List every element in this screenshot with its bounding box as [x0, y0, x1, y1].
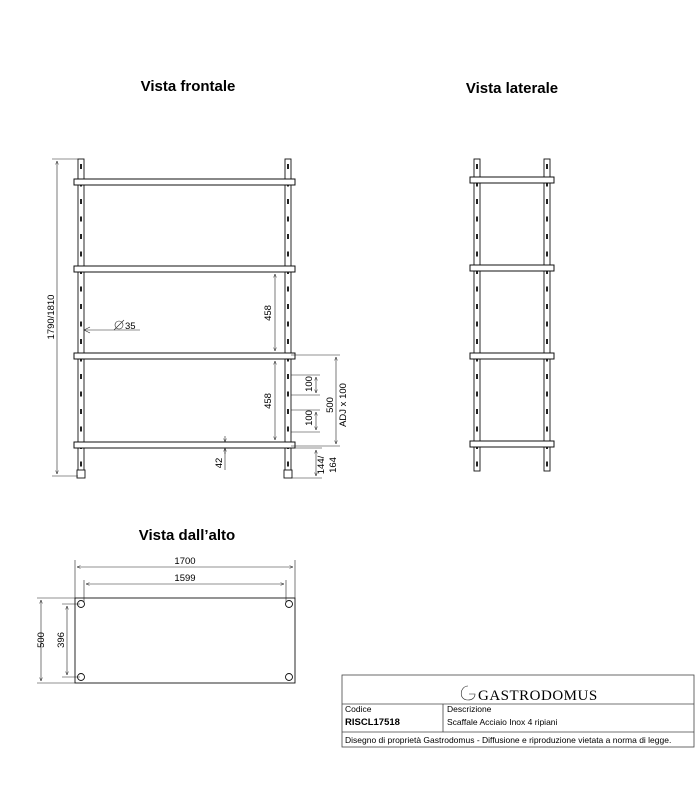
post-slot — [476, 392, 478, 397]
ownership-notice: Disegno di proprietà Gastrodomus - Diffusione e riproduzione vietata a norma di legge. — [345, 735, 672, 745]
slot-pitch-label-1: 100 — [304, 376, 315, 392]
post-slot — [80, 217, 82, 222]
post-slot — [287, 339, 289, 344]
top-depth-label: 500 — [36, 632, 47, 648]
post-slot — [80, 234, 82, 239]
side-post-slots — [476, 164, 548, 467]
adj-range-label: 500 — [325, 397, 336, 413]
post-slot — [287, 322, 289, 327]
post-slot — [476, 199, 478, 204]
post-slot — [80, 322, 82, 327]
post-slot — [476, 374, 478, 379]
foot-height-label-a: 144/ — [316, 455, 327, 475]
shelf-gap-upper-label: 458 — [263, 305, 274, 321]
adj-step-label: ADJ x 100 — [338, 383, 349, 427]
post-slot — [546, 252, 548, 257]
post-slot — [287, 462, 289, 467]
title-block — [342, 675, 694, 747]
side-view — [470, 159, 554, 471]
side-right-post — [544, 159, 550, 471]
post-slot — [287, 234, 289, 239]
front-left-foot — [77, 470, 85, 478]
post-slot — [287, 392, 289, 397]
post-slot — [476, 304, 478, 309]
post-slot — [546, 199, 548, 204]
brand-name: GASTRODOMUS — [478, 688, 598, 704]
side-shelf-1 — [470, 177, 554, 183]
post-slot — [546, 339, 548, 344]
height-dimension-label: 1790/1810 — [46, 294, 57, 340]
post-slot — [546, 287, 548, 292]
post-slot — [476, 322, 478, 327]
front-shelf-1 — [74, 179, 295, 185]
top-post-tr — [286, 601, 293, 608]
front-view-title: Vista frontale — [140, 78, 236, 95]
post-slot — [546, 427, 548, 432]
post-slot — [546, 164, 548, 169]
side-shelf-3 — [470, 353, 554, 359]
post-slot — [476, 217, 478, 222]
description-label: Descrizione — [447, 704, 492, 714]
post-slot — [476, 252, 478, 257]
top-view — [36, 556, 295, 683]
post-slot — [476, 164, 478, 169]
post-slot — [80, 392, 82, 397]
description-value: Scaffale Acciaio Inox 4 ripiani — [447, 717, 558, 727]
top-inner-depth-label: 396 — [56, 632, 67, 648]
post-slot — [476, 339, 478, 344]
code-value: RISCL17518 — [345, 717, 400, 728]
post-slot — [287, 304, 289, 309]
post-slot — [287, 287, 289, 292]
post-slot — [476, 462, 478, 467]
post-slot — [80, 374, 82, 379]
top-length-label: 1700 — [174, 556, 196, 567]
side-shelf-4 — [470, 441, 554, 447]
post-slot — [80, 304, 82, 309]
post-slot — [546, 322, 548, 327]
front-post-slots — [80, 164, 289, 467]
post-slot — [80, 462, 82, 467]
post-slot — [80, 427, 82, 432]
side-left-post — [474, 159, 480, 471]
post-slot — [546, 217, 548, 222]
post-slot — [80, 252, 82, 257]
side-shelf-2 — [470, 265, 554, 271]
front-view — [46, 159, 349, 478]
front-shelf-3 — [74, 353, 295, 359]
diameter-label: 35 — [125, 321, 136, 332]
post-slot — [287, 164, 289, 169]
post-slot — [546, 462, 548, 467]
post-slot — [476, 409, 478, 414]
post-slot — [476, 234, 478, 239]
post-slot — [80, 287, 82, 292]
post-slot — [287, 199, 289, 204]
post-slot — [287, 252, 289, 257]
top-inner-length-label: 1599 — [174, 573, 196, 584]
side-view-title: Vista laterale — [465, 80, 559, 97]
post-slot — [80, 164, 82, 169]
foot-height-label-b: 164 — [328, 457, 339, 473]
post-slot — [80, 199, 82, 204]
post-slot — [546, 374, 548, 379]
post-slot — [80, 409, 82, 414]
post-slot — [287, 427, 289, 432]
front-right-foot — [284, 470, 292, 478]
code-label: Codice — [345, 704, 372, 714]
slot-pitch-label-2: 100 — [304, 410, 315, 426]
post-slot — [80, 339, 82, 344]
post-slot — [287, 374, 289, 379]
post-slot — [546, 234, 548, 239]
post-slot — [546, 409, 548, 414]
top-view-title: Vista dall’alto — [138, 527, 236, 544]
shelf-gap-lower-label: 458 — [263, 393, 274, 409]
shelf-thickness-label: 42 — [214, 457, 225, 469]
front-shelf-4 — [74, 442, 295, 448]
front-shelf-2 — [74, 266, 295, 272]
top-view-shelf — [75, 598, 295, 683]
top-post-br — [286, 674, 293, 681]
post-slot — [287, 409, 289, 414]
post-slot — [546, 304, 548, 309]
post-slot — [287, 217, 289, 222]
post-slot — [476, 287, 478, 292]
post-slot — [546, 392, 548, 397]
post-slot — [476, 427, 478, 432]
